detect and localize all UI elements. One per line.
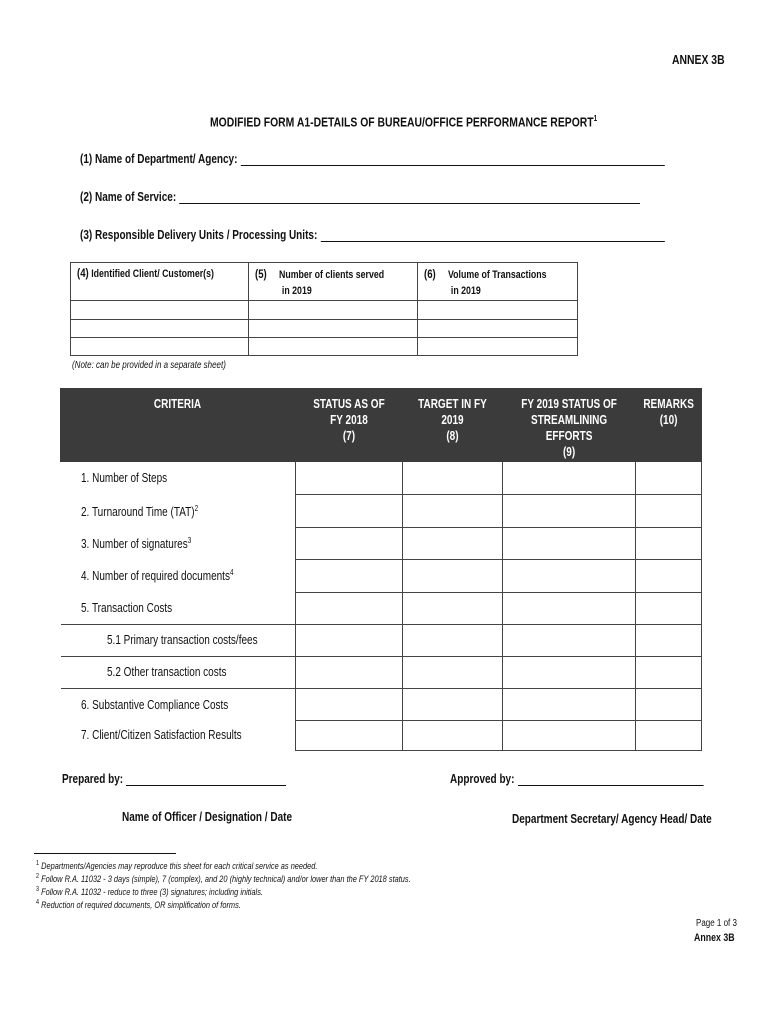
criteria-label-cell: 2. Turnaround Time (TAT)$^2$ <box>61 495 296 528</box>
criteria-row <box>61 462 702 495</box>
client-header-identified: (4) Identified Client/ Customer(s) <box>71 263 249 301</box>
client-row <box>71 337 578 355</box>
remarks-cell[interactable] <box>635 495 701 528</box>
remarks-cell[interactable] <box>635 592 701 624</box>
table-note: (Note: can be provided in a separate sheet) <box>72 360 226 371</box>
service-label: (2) Name of Service: <box>80 190 177 204</box>
remarks-cell[interactable] <box>635 688 701 720</box>
target-cell[interactable] <box>402 592 502 624</box>
footnote-3: $^3$ Follow R.A. 11032 - reduce to three (3) signatures; including initials. <box>36 886 263 899</box>
status-cell[interactable] <box>295 720 402 750</box>
remarks-cell[interactable] <box>635 560 701 592</box>
criteria-label-cell: 5. Transaction Costs <box>61 592 296 624</box>
criteria-label-cell: 5.1 Primary transaction costs/fees <box>61 624 296 656</box>
client-header-number: (5) Number of clients served in 2019 <box>249 263 417 301</box>
annex-label: ANNEX 3B <box>672 52 725 67</box>
client-row <box>71 301 578 319</box>
prepared-by-field[interactable] <box>62 772 286 786</box>
criteria-row <box>61 560 702 592</box>
criteria-table <box>60 388 702 751</box>
criteria-row <box>61 528 702 560</box>
status-header: STATUS AS OF FY 2018 (7) <box>295 389 402 462</box>
status-cell[interactable] <box>295 656 402 688</box>
client-cell[interactable] <box>71 301 249 319</box>
service-line <box>179 191 640 204</box>
status-cell[interactable] <box>295 592 402 624</box>
units-field[interactable] <box>80 228 664 242</box>
client-cell[interactable] <box>71 337 249 355</box>
criteria-row <box>61 592 702 624</box>
footnote-4: $^4$ Reduction of required documents, OR simplification of forms. <box>36 899 241 912</box>
criteria-header: CRITERIA <box>61 389 296 462</box>
client-cell[interactable] <box>249 301 417 319</box>
fy-status-cell[interactable] <box>502 720 635 750</box>
client-cell[interactable] <box>417 301 577 319</box>
fy-status-cell[interactable] <box>502 624 635 656</box>
fy-status-cell[interactable] <box>502 560 635 592</box>
target-cell[interactable] <box>402 495 502 528</box>
remarks-header: REMARKS (10) <box>635 389 701 462</box>
fy-status-cell[interactable] <box>502 592 635 624</box>
criteria-row <box>61 656 702 688</box>
criteria-row <box>61 720 702 750</box>
footnote-2: $^2$ Follow R.A. 11032 - 3 days (simple), 7 (complex), and 20 (highly technical) and/or lower than the FY 2018 status. <box>36 873 411 886</box>
approved-by-line <box>518 773 704 786</box>
footnote-divider <box>34 853 176 854</box>
client-cell[interactable] <box>417 319 577 337</box>
target-header: TARGET IN FY 2019 (8) <box>402 389 502 462</box>
remarks-cell[interactable] <box>635 624 701 656</box>
annex-footer-label: Annex 3B <box>694 932 735 944</box>
footnote-1: $^1$ Departments/Agencies may reproduce this sheet for each critical service as needed. <box>36 860 318 873</box>
service-field[interactable] <box>80 190 640 204</box>
remarks-cell[interactable] <box>635 528 701 560</box>
form-title <box>210 114 597 129</box>
fy-status-cell[interactable] <box>502 528 635 560</box>
criteria-label-cell: 1. Number of Steps <box>61 462 296 495</box>
units-label: (3) Responsible Delivery Units / Processing Units: <box>80 228 318 242</box>
target-cell[interactable] <box>402 688 502 720</box>
status-cell[interactable] <box>295 688 402 720</box>
criteria-label-cell: 5.2 Other transaction costs <box>61 656 296 688</box>
fy-status-cell[interactable] <box>502 656 635 688</box>
target-cell[interactable] <box>402 528 502 560</box>
prepared-by-line <box>126 773 286 786</box>
target-cell[interactable] <box>402 560 502 592</box>
approved-by-label: Approved by: <box>450 772 515 786</box>
criteria-label-cell: 3. Number of signatures$^3$ <box>61 528 296 560</box>
remarks-cell[interactable] <box>635 720 701 750</box>
department-field[interactable] <box>80 152 665 166</box>
remarks-cell[interactable] <box>635 656 701 688</box>
status-cell[interactable] <box>295 528 402 560</box>
approved-by-field[interactable] <box>450 772 703 786</box>
client-cell[interactable] <box>417 337 577 355</box>
criteria-row <box>61 688 702 720</box>
client-row <box>71 319 578 337</box>
criteria-label-cell: 4. Number of required documents$^4$ <box>61 560 296 592</box>
criteria-label-cell: 6. Substantive Compliance Costs <box>61 688 296 720</box>
title-footnote-ref: 1 <box>593 114 598 123</box>
status-cell[interactable] <box>295 495 402 528</box>
client-cell[interactable] <box>249 337 417 355</box>
prepared-caption: Name of Officer / Designation / Date <box>122 810 293 824</box>
target-cell[interactable] <box>402 720 502 750</box>
target-cell[interactable] <box>402 624 502 656</box>
page-number: Page 1 of 3 <box>696 918 737 929</box>
criteria-label-cell: 7. Client/Citizen Satisfaction Results <box>61 720 296 750</box>
fy-status-header: FY 2019 STATUS OF STREAMLINING EFFORTS (9) <box>502 389 635 462</box>
criteria-row <box>61 495 702 528</box>
department-line <box>241 153 665 166</box>
fy-status-cell[interactable] <box>502 688 635 720</box>
fy-status-cell[interactable] <box>502 462 635 495</box>
criteria-row <box>61 624 702 656</box>
client-header-volume: (6) Volume of Transactions in 2019 <box>417 263 577 301</box>
approved-caption: Department Secretary/ Agency Head/ Date <box>512 812 712 826</box>
client-cell[interactable] <box>249 319 417 337</box>
form-title-text: MODIFIED FORM A1-DETAILS OF BUREAU/OFFICE PERFORMANCE REPORT <box>210 114 594 130</box>
remarks-cell[interactable] <box>635 462 701 495</box>
status-cell[interactable] <box>295 624 402 656</box>
prepared-by-label: Prepared by: <box>62 772 124 786</box>
client-cell[interactable] <box>71 319 249 337</box>
client-table <box>70 262 578 356</box>
target-cell[interactable] <box>402 462 502 495</box>
status-cell[interactable] <box>295 560 402 592</box>
units-line <box>320 229 664 242</box>
status-cell[interactable] <box>295 462 402 495</box>
target-cell[interactable] <box>402 656 502 688</box>
fy-status-cell[interactable] <box>502 495 635 528</box>
department-label: (1) Name of Department/ Agency: <box>80 152 238 166</box>
